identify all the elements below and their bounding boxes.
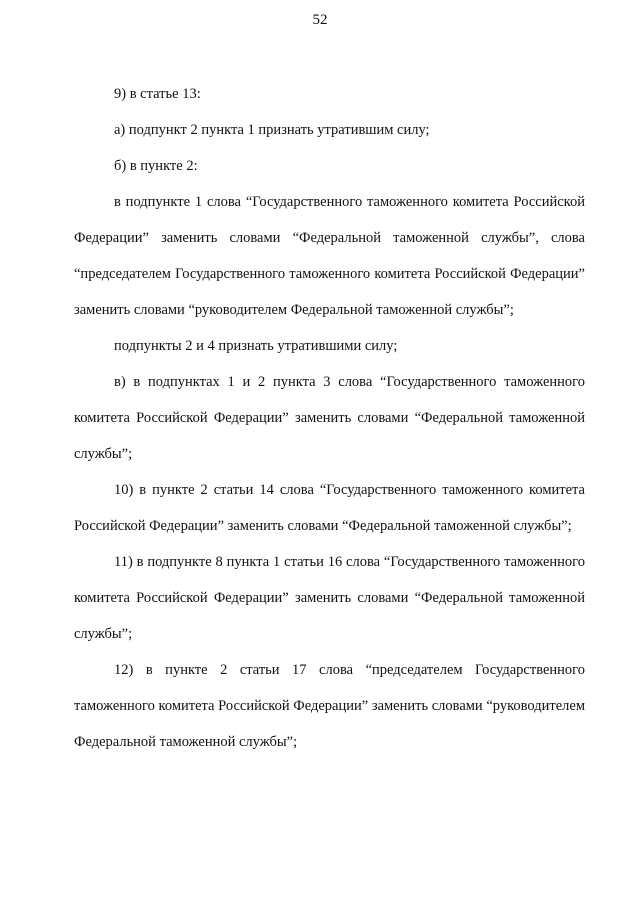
paragraph-b: б) в пункте 2: <box>114 158 198 174</box>
paragraph-v: в) в подпунктах 1 и 2 пункта 3 слова “Государственного таможенного комитета Российской Федерации” заменить словами “Федеральной таможенной службы”; <box>74 374 585 462</box>
page-number: 52 <box>312 12 328 28</box>
paragraph-12: 12) в пункте 2 статьи 17 слова “председателем Государственного таможенного комитета Российской Федерации” заменить словами “руководителем Федеральной таможенной службы”; <box>74 662 585 750</box>
paragraph-11: 11) в подпункте 8 пункта 1 статьи 16 слова “Государственного таможенного комитета Российской Федерации” заменить словами “Федеральной таможенной службы”; <box>74 554 585 642</box>
paragraph-9-article-13: 9) в статье 13: <box>114 86 201 102</box>
document-body <box>74 76 585 760</box>
paragraph-subpoints-2-4: подпункты 2 и 4 признать утратившими силу; <box>114 338 398 354</box>
paragraph-a: а) подпункт 2 пункта 1 признать утратившим силу; <box>114 122 430 138</box>
paragraph-10: 10) в пункте 2 статьи 14 слова “Государственного таможенного комитета Российской Федерации” заменить словами “Федеральной таможенной службы”; <box>74 482 585 534</box>
paragraph-subpoint-1: в подпункте 1 слова “Государственного таможенного комитета Российской Федерации” заменить словами “Федеральной таможенной службы”, слова “председателем Государственного таможенного комитета Российской Федерации” заменить словами “руководителем Федеральной таможенной службы”; <box>74 194 585 318</box>
